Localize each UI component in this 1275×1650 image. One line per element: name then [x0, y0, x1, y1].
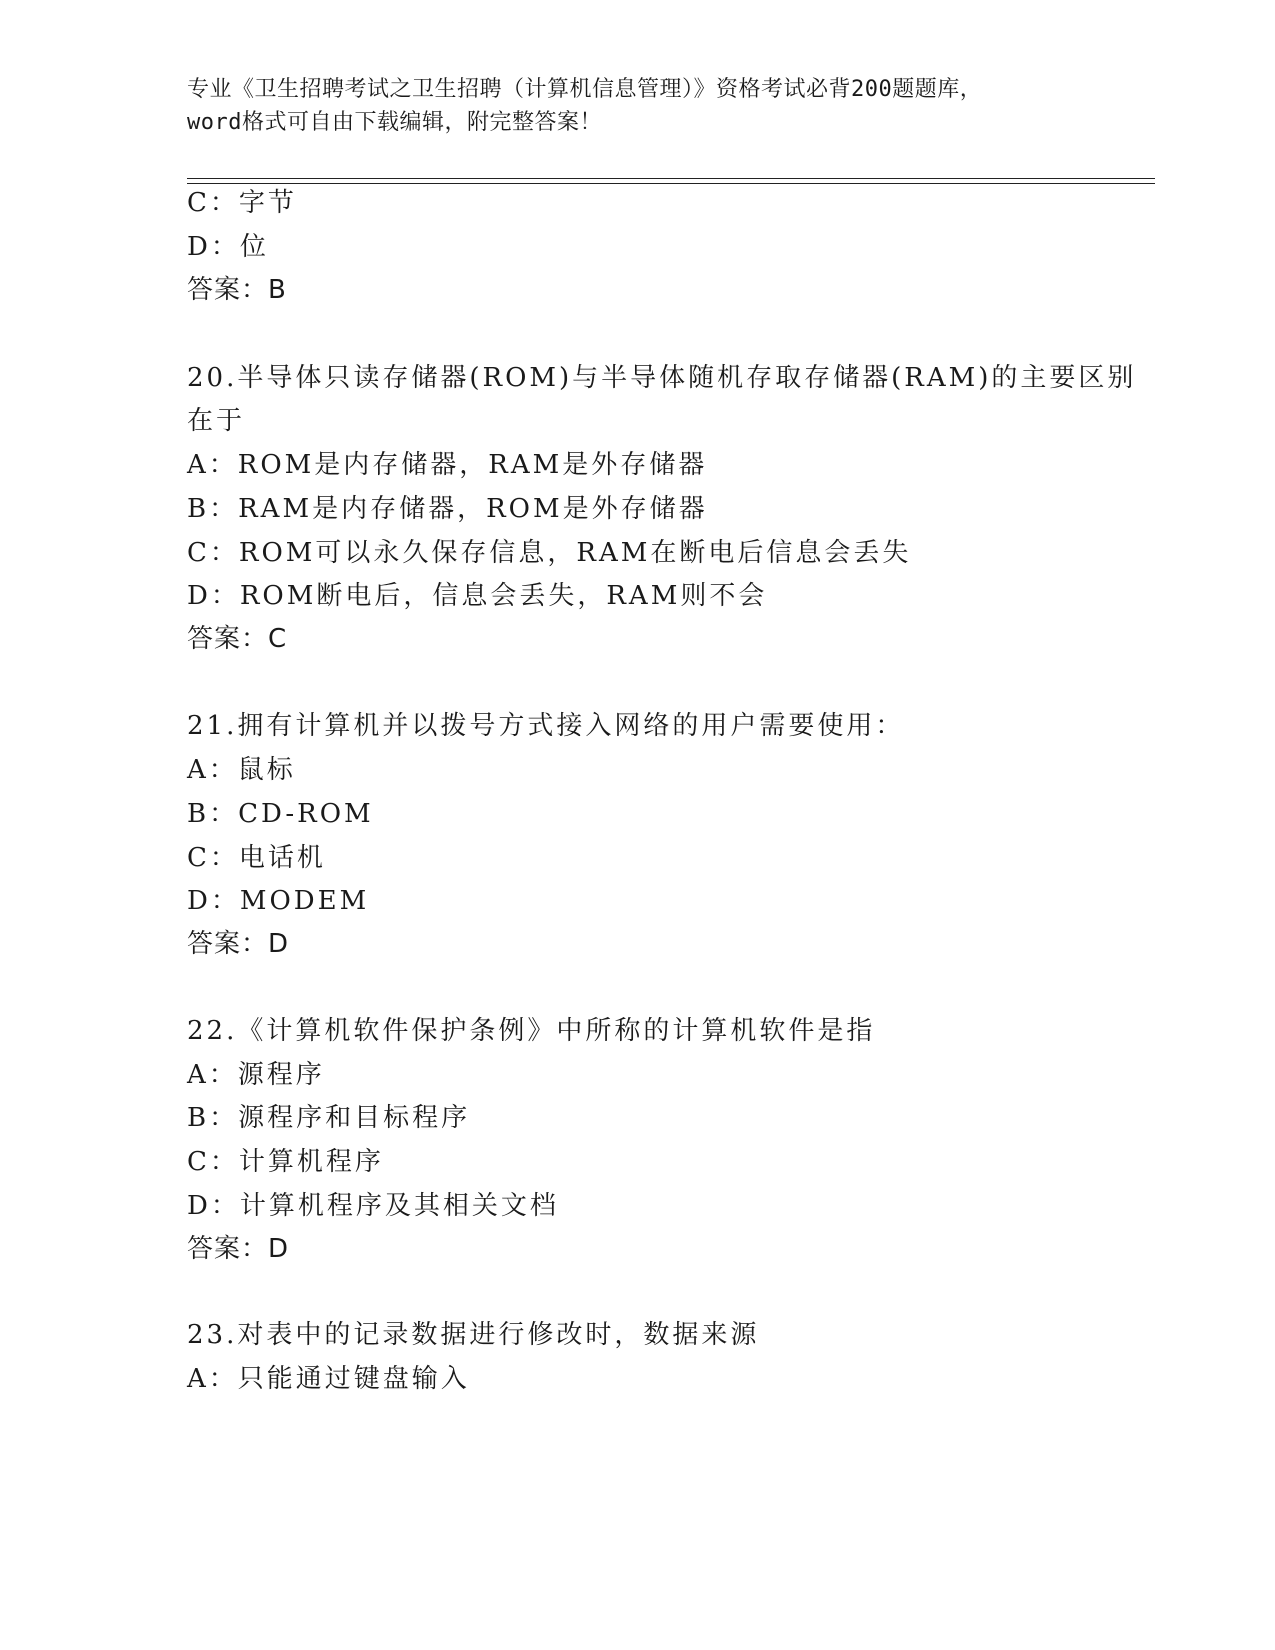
option-d: D：MODEM	[187, 886, 370, 916]
header-line-2: word格式可自由下载编辑，附完整答案！	[187, 110, 602, 135]
answer-line: 答案：D	[187, 1234, 290, 1264]
answer-line: 答案：D	[187, 929, 290, 959]
question-stem: 23.对表中的记录数据进行修改时，数据来源	[187, 1320, 760, 1350]
header-line-1: 专业《卫生招聘考试之卫生招聘（计算机信息管理）》资格考试必背200题题库，	[187, 77, 983, 102]
option-c: C：电话机	[187, 843, 326, 873]
question-stem: 22.《计算机软件保护条例》中所称的计算机软件是指	[187, 1016, 876, 1046]
answer-line: 答案：C	[187, 624, 288, 654]
option-a: A：鼠标	[187, 755, 296, 785]
option-c: C：计算机程序	[187, 1147, 384, 1177]
option-a: A：源程序	[187, 1060, 325, 1090]
question-stem-continued: 在于	[187, 406, 246, 436]
option-a: A：ROM是内存储器，RAM是外存储器	[187, 450, 708, 480]
question-stem: 20.半导体只读存储器(ROM)与半导体随机存取存储器(RAM)的主要区别	[187, 363, 1137, 393]
question-stem: 21.拥有计算机并以拨号方式接入网络的用户需要使用：	[187, 711, 905, 741]
option-d: D：ROM断电后，信息会丢失，RAM则不会	[187, 581, 768, 611]
answer-line: 答案：B	[187, 275, 287, 305]
option-a: A：只能通过键盘输入	[187, 1364, 470, 1394]
option-d: D：位	[187, 232, 269, 262]
option-b: B：CD-ROM	[187, 799, 374, 829]
option-c: C：字节	[187, 188, 297, 218]
header-divider	[187, 178, 1155, 184]
option-b: B：源程序和目标程序	[187, 1103, 471, 1133]
document-header	[187, 73, 1087, 139]
option-b: B：RAM是内存储器，ROM是外存储器	[187, 494, 708, 524]
option-d: D：计算机程序及其相关文档	[187, 1191, 559, 1221]
option-c: C：ROM可以永久保存信息，RAM在断电后信息会丢失	[187, 538, 912, 568]
